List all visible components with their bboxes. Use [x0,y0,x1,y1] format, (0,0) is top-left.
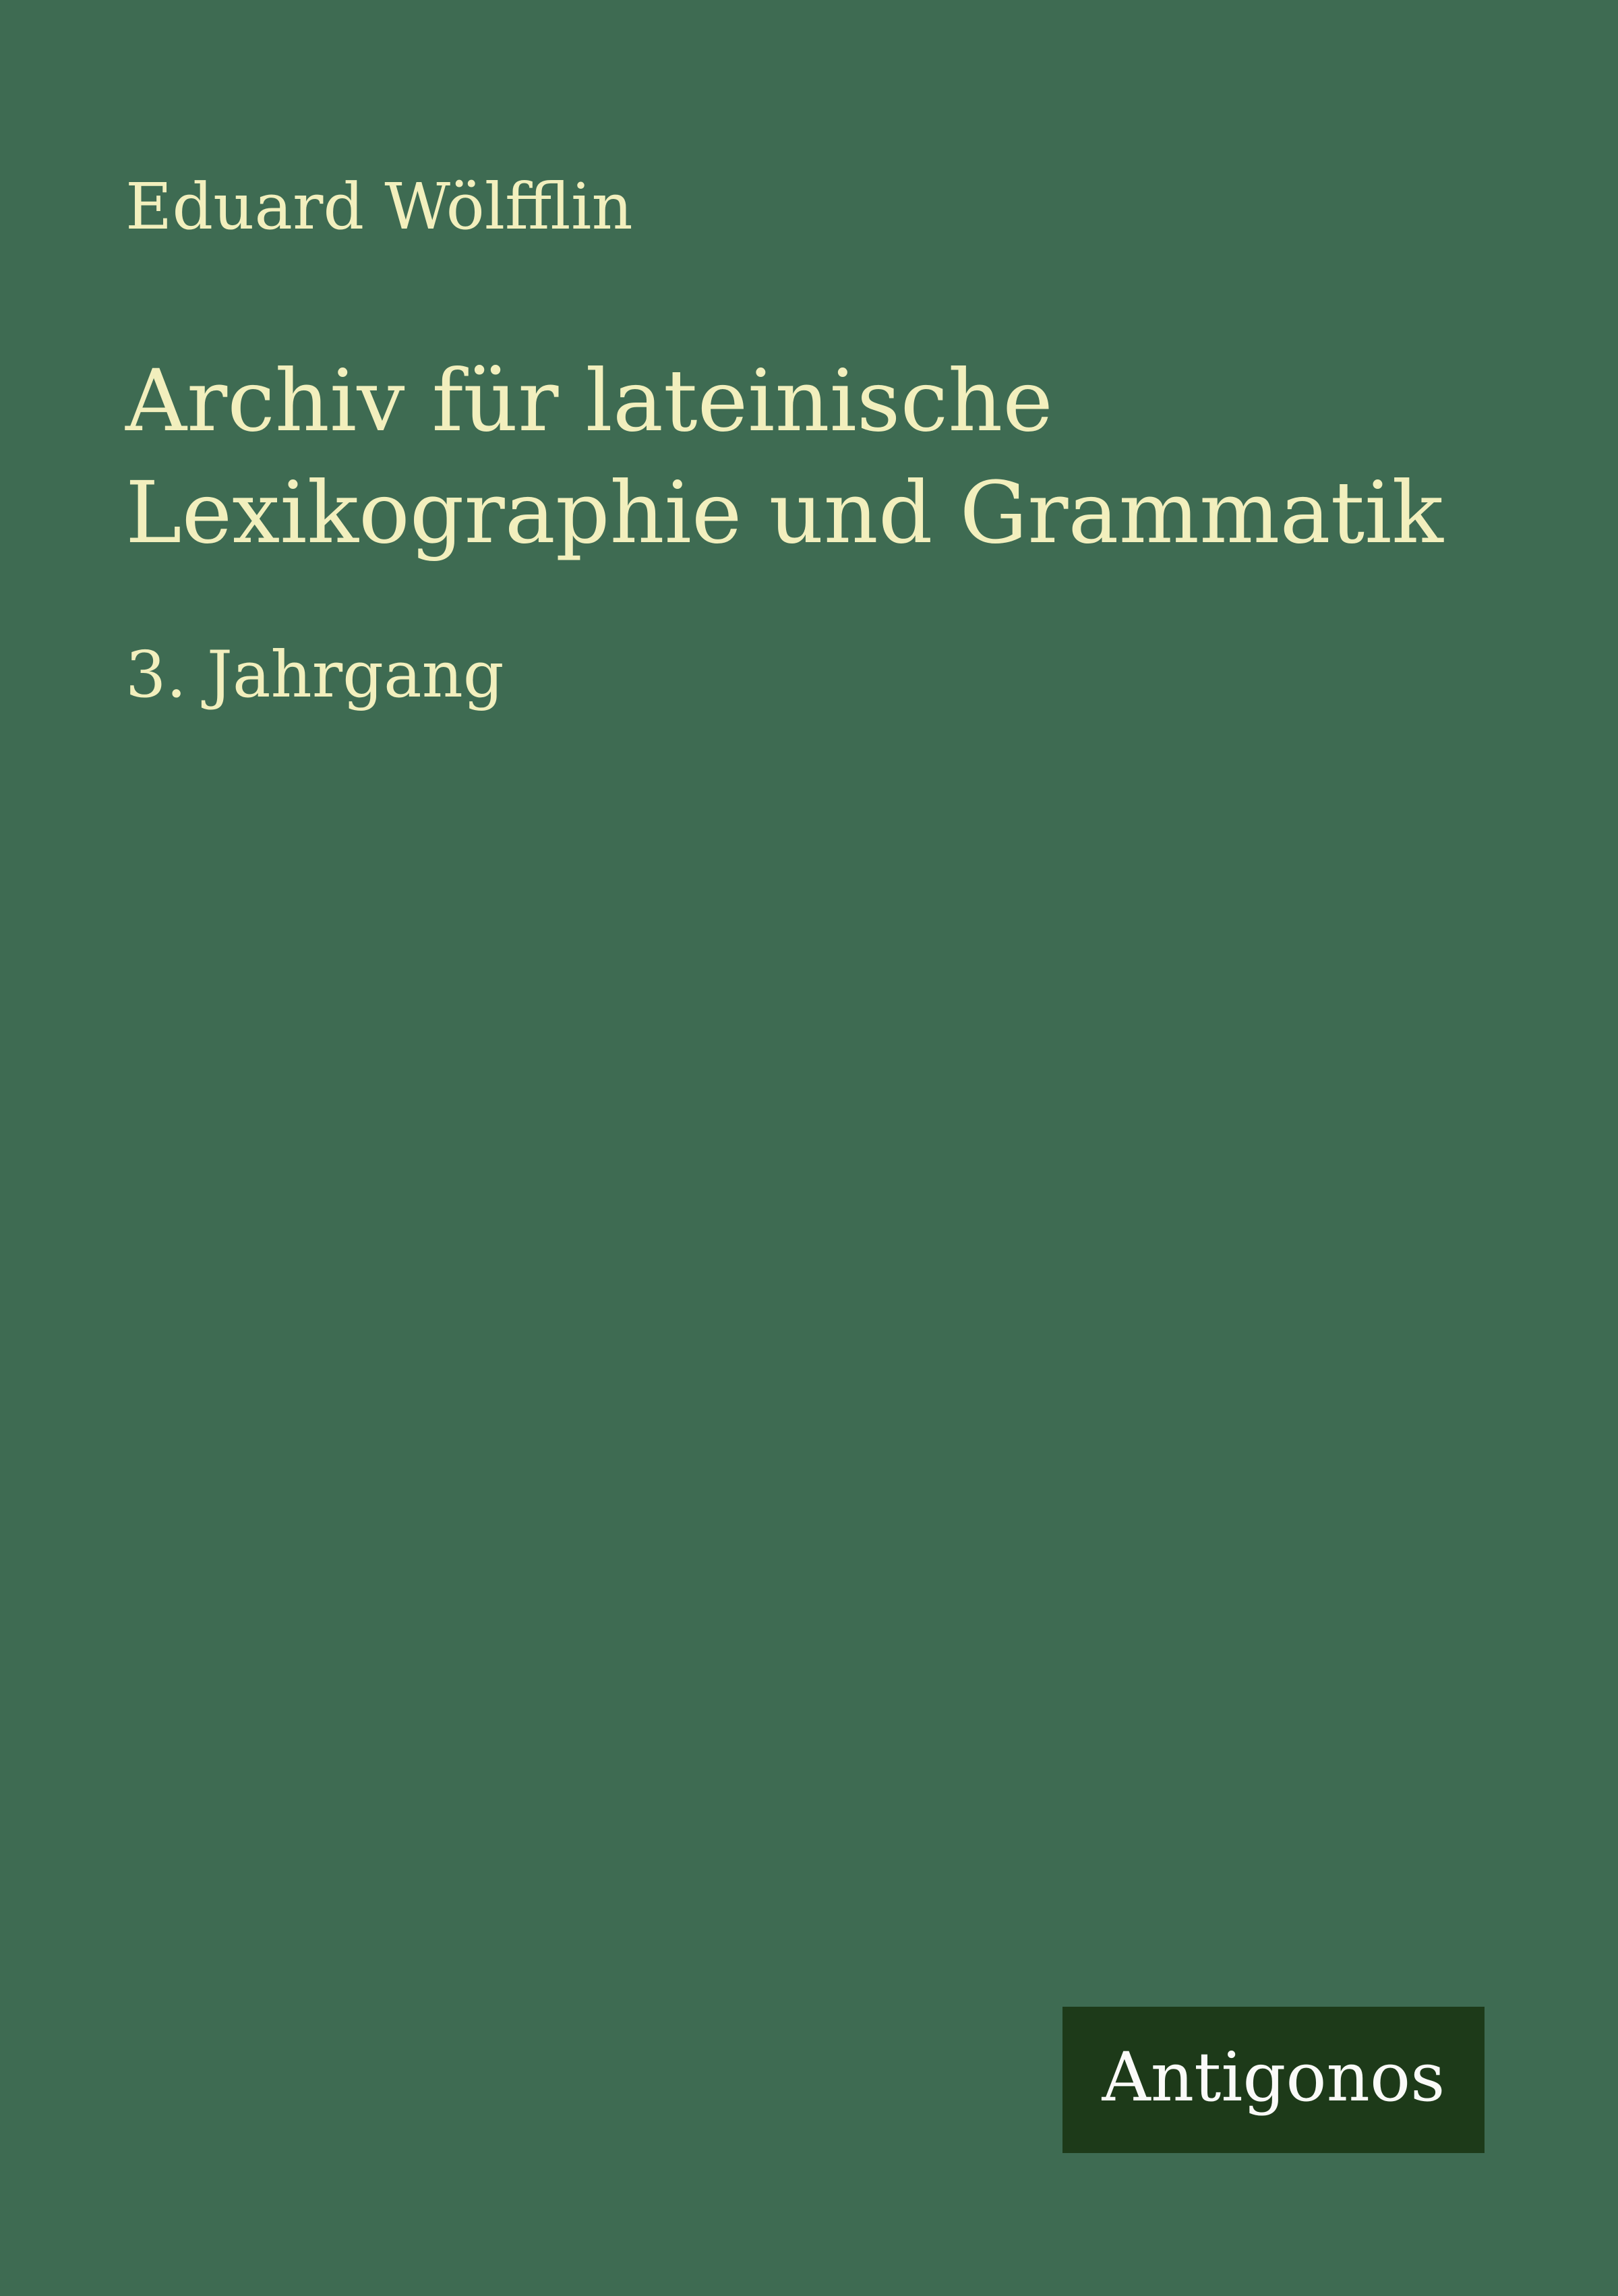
book-title: Archiv für lateinische Lexikographie und Grammatik [125,351,1443,563]
publisher-name: Antigonos [1102,2037,1445,2117]
book-subtitle: 3. Jahrgang [125,638,504,712]
author-name: Eduard Wölfflin [125,170,633,244]
publisher-logo-box [1062,2007,1485,2153]
